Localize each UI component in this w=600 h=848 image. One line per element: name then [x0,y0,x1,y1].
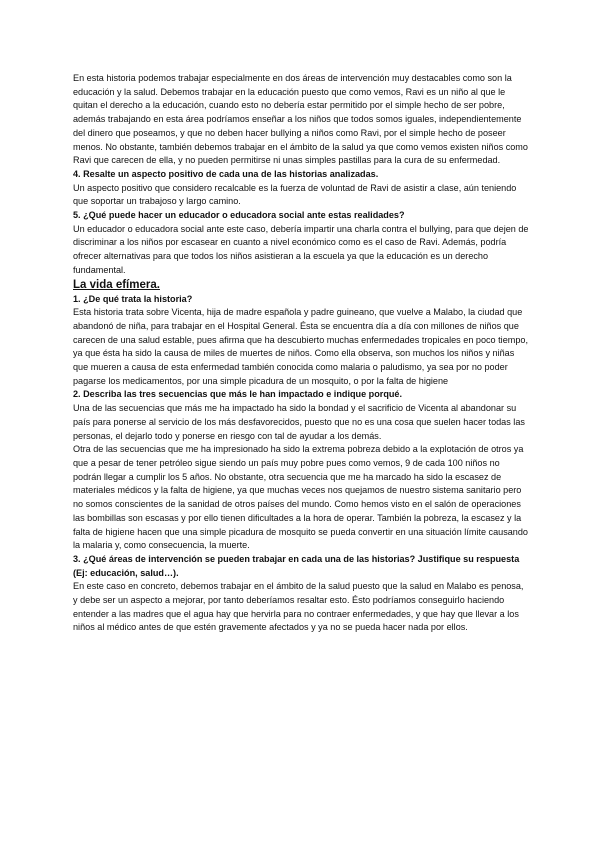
section-question-1: 1. ¿De qué trata la historia? [73,293,193,304]
question-5: 5. ¿Qué puede hacer un educador o educadora social ante estas realidades? [73,210,405,221]
section-question-3: 3. ¿Qué áreas de intervención se pueden trabajar en cada una de las historias? Justifique su respuesta (Ej: educación, salud…). [73,553,520,578]
section-answer-1: Esta historia trata sobre Vicenta, hija de madre española y padre guineano, que vuelve a Malabo, la ciudad que abandonó de niña, para trabajar en el Hospital General. Ésta se encuentra día a día con millones de niños que carecen de una salud estable, pues afirma que ha descubierto muchas enfermedades tropicales en poco tiempo, ya que ésta ha sido la causa de miles de muertes de niños. Como ella observa, son muchos los niños y niñas que mueren a causa de esta enfermedad también conocida como malaria o paludismo, ya sea por no poder pagarse los medicamentos, por una simple picadura de un mosquito, o por la falta de higiene [73,307,528,386]
question-4: 4. Resalte un aspecto positivo de cada una de las historias analizadas. [73,168,379,179]
section-title: La vida efímera. [73,278,160,291]
section-answer-2a: Una de las secuencias que más me ha impactado ha sido la bondad y el sacrificio de Vicenta al abandonar su país para ponerse al servicio de los más desfavorecidos, puesto que no es una cosa que suelen hacer todas las personas, el dejarlo todo y ponerse en riesgo con tal de ayudar a los demás. [73,403,525,441]
document-page [73,72,529,635]
answer-5: Un educador o educadora social ante este caso, debería impartir una charla contra el bullying, para que dejen de discriminar a los niños por escasear en cuanto a nivel económico como es el caso de Ravi. Además, podría ofrecer alternativas para que todos los niños asistieran a la escuela ya que la educación es un derecho fundamental. [73,223,529,275]
section-question-2: 2. Describa las tres secuencias que más le han impactado e indique porqué. [73,389,403,400]
section-answer-2b: Otra de las secuencias que me ha impresionado ha sido la extrema pobreza debido a la explotación de otros ya que a pesar de tener petróleo sigue siendo un país muy pobre pues como vemos, 9 de cada 100 niños no podrán llegar a cumplir los 5 años. No obstante, otra secuencia que me ha marcado ha sido la escasez de materiales médicos y la falta de higiene, ya que muchas veces nos quejamos de nuestro sistema sanitario pero no somos conscientes de la sanidad de otros países del mundo. Como hemos visto en el salón de operaciones las bombillas son escasas y por ello tienen dificultades a la hora de operar. También la pobreza, la escasez y la falta de higiene hacen que una simple picadura de mosquito se pueda convertir en una situación límite causando la malaria y, como consecuencia, la muerte. [73,444,528,551]
paragraph-intervention-areas: En esta historia podemos trabajar especialmente en dos áreas de intervención muy destacables como son la educación y la salud. Debemos trabajar en la educación puesto que como vemos, Ravi es un niño al que le quitan el derecho a la educación, cuando esto no debería estar permitido por el simple hecho de ser pobre, además trabajando en esta área podríamos enseñar a los niños que todos somos iguales, independientemente del dinero que poseamos, y que no deben hacer bullying a niños como Ravi, por el simple hecho de poseer menos. No obstante, también debemos trabajar en el ámbito de la salud ya que como vemos existen niños como Ravi que carecen de ella, y no pueden permitirse ni unas simples pastillas para la cura de su enfermedad. [73,73,528,166]
answer-4: Un aspecto positivo que considero recalcable es la fuerza de voluntad de Ravi de asistir a clase, aún teniendo que soportar un trabajoso y largo camino. [73,182,517,207]
section-answer-3: En este caso en concreto, debemos trabajar en el ámbito de la salud puesto que la salud en Malabo es penosa, y debe ser un aspecto a mejorar, por tanto deberíamos resaltar esto. Ésto podríamos conseguirlo haciendo entender a las madres que el agua hay que hervirla para no contraer enfermedades, y que hay que llevar a los niños al médico antes de que estén gravemente afectados y ya no se pueda hacer nada por ellos. [73,581,524,633]
